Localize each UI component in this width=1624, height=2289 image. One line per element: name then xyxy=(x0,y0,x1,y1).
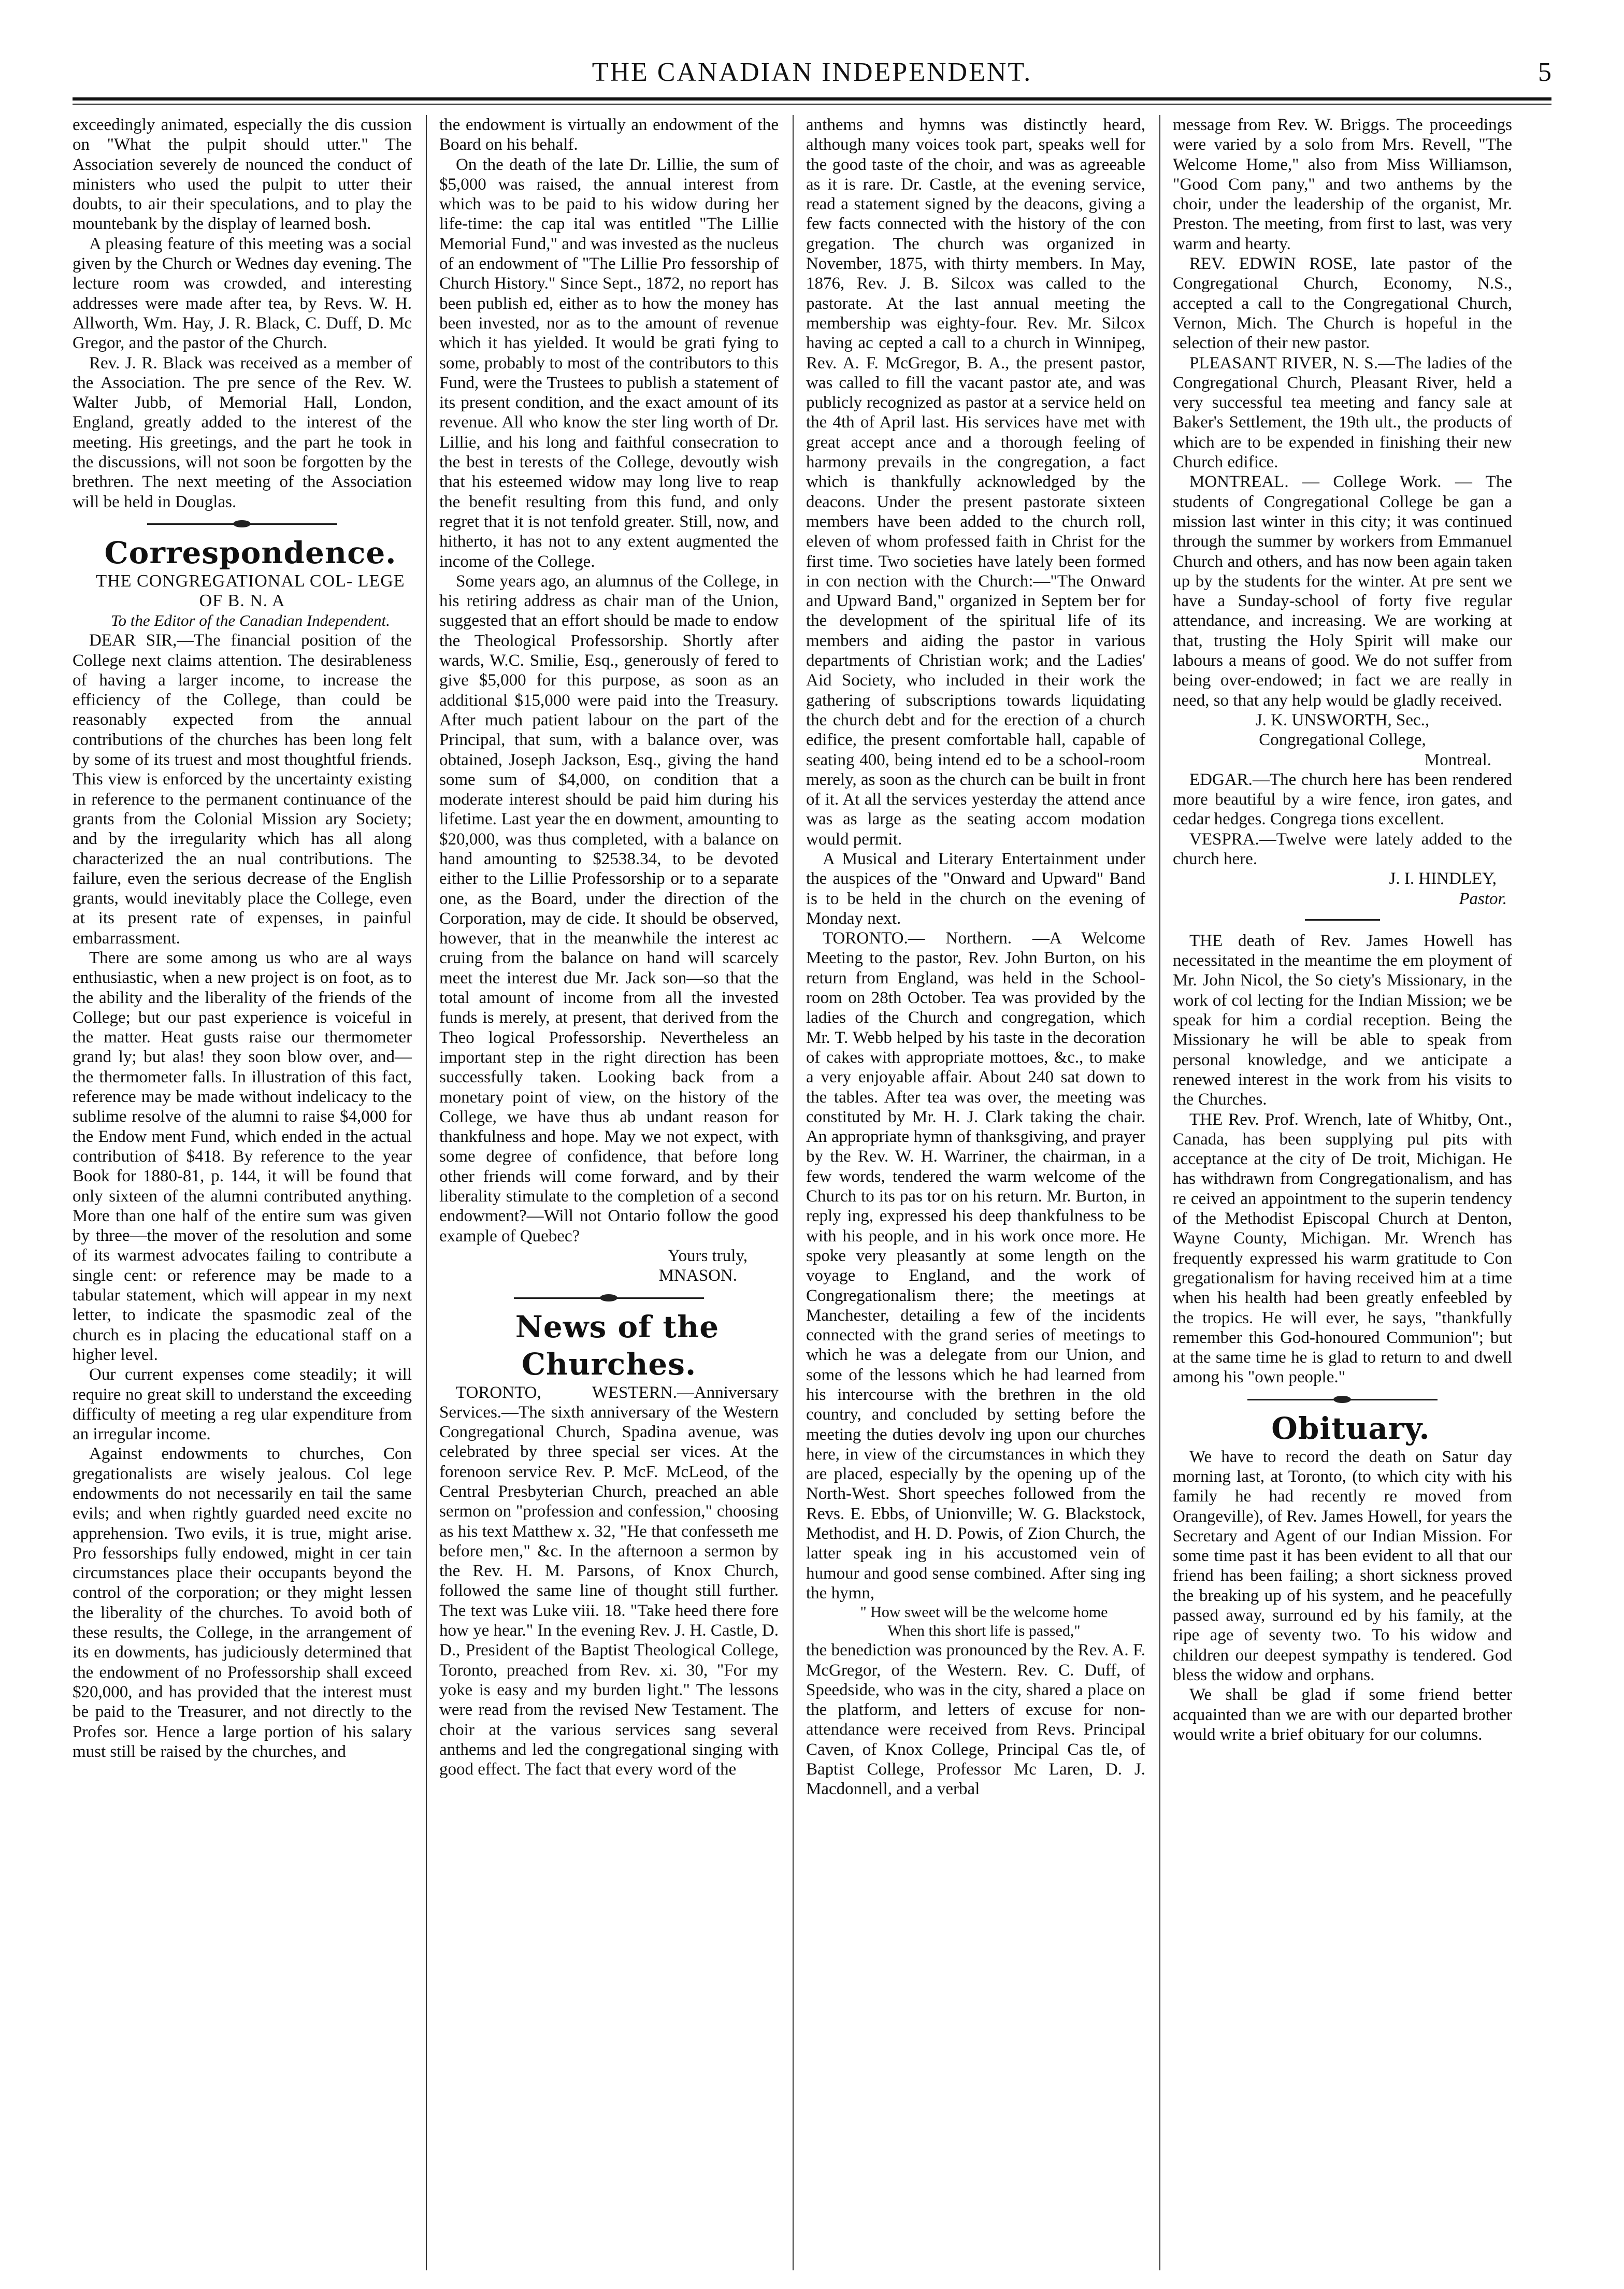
paragraph: Against endowments to churches, Con gregationalists are wisely jealous. Col lege endowments do not necessarily en tail the same evils; and when rightly guarded need excite no apprehension. Two evils, it is true, might arise. Pro fessorships fully endowed, might in cer tain circumstances place their occupants beyond the control of the corporation; or they might lessen the liberality of the churches. To avoid both of these results, the College, in the arrangement of its en dowments, has judiciously determined that the endowment of no Professorship shall exceed $20,000, and has provided that the interest must be paid to the Treasurer, and not directly to the Profes sor. Hence a large portion of his salary must still be raised by the churches, and xyxy=(73,1444,412,1761)
section-heading-correspondence: Correspondence. xyxy=(104,535,397,570)
paragraph: Rev. J. R. Black was received as a member of the Association. The pre sence of the Rev. W. Walter Jubb, of Memorial Hall, London, England, greatly added to the interest of the meeting. His greetings, and the part he took in the discussions, will not soon be forgotten by the brethren. The next meeting of the Association will be held in Douglas. xyxy=(73,353,412,511)
paragraph: There are some among us who are al ways enthusiastic, when a new project is on foot, as to the ability and the liberality of the friends of the College; but our past experience is voiceful in the matter. Heat gusts raise our thermometer grand ly; but alas! they soon blow over, and— the thermometer falls. In illustration of this fact, reference may be made without indelicacy to the sublime resolve of the alumni to raise $4,000 for the Endow ment Fund, which ended in the actual contribution of $418. By reference to the year Book for 1880-81, p. 144, it will be found that only sixteen of the alumni contributed anything. More than one half of the entire sum was given by three—the mover of the resolution and some of its warmest advocates failing to contribute a single cent: or reference may be made to a tabular statement, which will appear in my next letter, to indicate the spasmodic zeal of the church es in placing the educational staff on a higher level. xyxy=(73,948,412,1364)
letter-signature: MNASON. xyxy=(658,1266,737,1285)
signature-line: J. I. HINDLEY, xyxy=(1389,869,1497,889)
section-heading-obituary: Obituary. xyxy=(1271,1410,1430,1446)
column-divider xyxy=(793,115,794,2270)
column-divider xyxy=(1159,115,1160,2270)
paragraph: VESPRA.—Twelve were lately added to the church here. xyxy=(1173,829,1512,868)
section-divider xyxy=(514,1297,704,1299)
section-heading-news: News of the Churches. xyxy=(515,1309,720,1382)
paragraph: message from Rev. W. Briggs. The proceedings were varied by a solo from Mrs. Revell, "The Welcome Home," also from Miss Williamson, "Good Com pany," and two anthems by the choir, under the leadership of the organist, Mr. Preston. The meeting, from first to last, was very warm and hearty. xyxy=(1173,116,1512,253)
header-rule-thick xyxy=(73,97,1551,101)
paragraph: PLEASANT RIVER, N. S.—The ladies of the Congregational Church, Pleasant River, held a very successful tea meeting and fancy sale at Baker's Settlement, the 19th ult., the products of which are to be expended in finishing their new Church edifice. xyxy=(1173,353,1512,472)
paragraph: EDGAR.—The church here has been rendered more beautiful by a wire fence, iron gates, and cedar hedges. Congrega tions excellent. xyxy=(1173,770,1512,829)
column-divider xyxy=(426,115,427,2270)
section-divider xyxy=(1305,919,1379,921)
page-number: 5 xyxy=(1538,58,1551,87)
letter-closing: Yours truly, xyxy=(667,1246,748,1265)
article-address: To the Editor of the Canadian Independent. xyxy=(111,611,390,630)
paragraph: Our current expenses come steadily; it will require no great skill to understand the exceeding difficulty of meeting a reg ular expenditure from an irregular income. xyxy=(73,1365,412,1444)
paragraph: We shall be glad if some friend better acquainted than we are with our departed brother would write a brief obituary for our columns. xyxy=(1173,1685,1512,1744)
paragraph: THE death of Rev. James Howell has necessitated in the meantime the em ployment of Mr. John Nicol, the So ciety's Missionary, in the work of col lecting for the Indian Mission; we be speak for him a cordial reception. Being the Missionary he will be able to speak from personal knowledge, and we anticipate a renewed interest in the work from his visits to the Churches. xyxy=(1173,931,1512,1109)
signature-line: J. K. UNSWORTH, Sec., xyxy=(1255,710,1430,729)
column-4 xyxy=(1173,115,1512,2270)
paragraph: exceedingly animated, especially the dis cussion on "What the pulpit should utter." The Association severely de nounced the conduct of ministers who used the pulpit to utter their doubts, to air their speculations, and to play the mountebank by the display of learned bosh. xyxy=(73,116,412,234)
section-divider xyxy=(1247,1399,1438,1400)
paragraph: the benediction was pronounced by the Rev. A. F. McGregor, of the Western. Rev. C. Duff, of Speedside, who was in the city, shared a place on the platform, and letters of excuse for non-attendance were received from Revs. Principal Caven, of Knox College, Principal Cas tle, of Baptist College, Professor Mc Laren, D. J. Macdonnell, and a verbal xyxy=(806,1641,1145,1799)
article-title: THE CONGREGATIONAL COL- LEGE OF B. N. A xyxy=(96,571,405,610)
column-1 xyxy=(73,115,412,2270)
paragraph: Some years ago, an alumnus of the College, in his retiring address as chair man of the Union, suggested that an effort should be made to endow the Theological Professorship. Shortly after wards, W.C. Smilie, Esq., generously of fered to give $5,000 for this purpose, as soon as an additional $15,000 were paid into the Treasury. After much patient labour on the part of the Principal, that sum, with a balance over, was obtained, Joseph Jackson, Esq., giving the hand some sum of $4,000, on condition that a moderate interest should be paid him during his lifetime. Last year the en dowment, amounting to $20,000, was thus completed, with a balance on hand amounting to $2538.34, to be devoted either to the Lillie Professorship or to a separate one, as the Board, under the direction of the Corporation, may de cide. It should be observed, however, that in the meanwhile the interest ac cruing from the balance on hand will scarcely meet the interest due Mr. Jack son—so that the total amount of income from all the invested funds is merely, at present, that derived from the Theo logical Professorship. Nevertheless an important step in the right direction has been successfully taken. Looking back from a monetary point of view, on the history of the College, we have thus ab undant reason for thankfulness and hope. May we not expect, with some degree of confidence, that before long other friends will come forward, and by their liberality stimulate to the completion of a second endowment?—Will not Ontario follow the good example of Quebec? xyxy=(439,571,779,1246)
header-rule-thin xyxy=(73,104,1551,105)
signature-line: Congregational College, xyxy=(1259,731,1426,750)
column-2 xyxy=(439,115,779,2270)
signature-line: Pastor. xyxy=(1459,889,1507,908)
paragraph: the endowment is virtually an endowment of the Board on his behalf. xyxy=(439,116,779,154)
paragraph: anthems and hymns was distinctly heard, although many voices took part, speaks well for the good taste of the choir, and was as agreeable as it is rare. Dr. Castle, at the evening service, read a statement signed by the deacons, giving a few facts connected with the history of the con gregation. The church was organized in November, 1875, with thirty members. In May, 1876, Rev. J. B. Silcox was called to the pastorate. At the last annual meeting the membership was eighty-four. Rev. Mr. Silcox having ac cepted a call to a church in Winnipeg, Rev. A. F. McGregor, B. A., the present pastor, was called to fill the vacant pastor ate, and was publicly recognized as pastor at a service held on the 4th of April last. His services have met with great accept ance and a thorough feeling of harmony prevails in the congregation, a fact which is thankfully acknowledged by the deacons. Under the present pastorate sixteen members have been added to the church roll, eleven of whom professed faith in Christ for the first time. Two societies have lately been formed in con nection with the Church:—"The Onward and Upward Band," organized in Septem ber for the development of the spiritual life of its members and aiding the pastor in various departments of Christian work; and the Ladies' Aid Society, who included in their work the gathering of subscriptions towards liquidating the church debt and for the erection of a church edifice, the present comfortable hall, capable of seating 400, being intend ed to be a school-room merely, as soon as the church can be built in front of it. At all the services yesterday the attend ance was as large as the seating accom modation would permit. xyxy=(806,116,1145,849)
masthead xyxy=(73,54,1551,95)
section-divider xyxy=(147,523,337,525)
hymn-verse-line: " How sweet will be the welcome home xyxy=(860,1604,1108,1621)
paragraph: THE Rev. Prof. Wrench, late of Whitby, Ont., Canada, has been supplying pul pits with acceptance at the city of De troit, Michigan. He has withdrawn from Congregationalism, and has re ceived an appointment to the superin tendency of the Methodist Episcopal Church at Denton, Wayne County, Michigan. Mr. Wrench has frequently expressed his warm gratitude to Con gregationalism for having received him at a time when his health had been greatly enfeebled by the tropics. He will ever, he says, "thankfully remember this God-honoured Communion"; but at the same time he is glad to return to and dwell among his "own people." xyxy=(1173,1110,1512,1387)
signature-line: Montreal. xyxy=(1424,750,1491,769)
paragraph: TORONTO, WESTERN.—Anniversary Services.—The sixth anniversary of the Western Congregational Church, Spadina avenue, was celebrated by three special ser vices. At the forenoon service Rev. P. McF. McLeod, of the Central Presbyterian Church, preached an able sermon on "profession and confession," choosing as his text Matthew x. 32, "He that confesseth me before men," &c. In the afternoon a sermon by the Rev. H. M. Parsons, of Knox Church, followed the same line of thought still further. The text was Luke viii. 18. "Take heed there fore how ye hear." In the evening Rev. J. H. Castle, D. D., President of the Baptist Theological College, Toronto, preached from Rev. xi. 30, "For my yoke is easy and my burden light." The lessons were read from the revised New Testament. The choir at the various services sang several anthems and led the congregational singing with good effect. The fact that every word of the xyxy=(439,1383,779,1779)
paragraph: TORONTO.— Northern. —A Welcome Meeting to the pastor, Rev. John Burton, on his return from England, was held in the School-room on 28th October. Tea was provided by the ladies of the Church and congregation, which Mr. T. Webb helped by his taste in the decoration of cakes with appropriate mottoes, &c., to make a very enjoyable affair. About 240 sat down to the tables. After tea was over, the meeting was constituted by Mr. H. J. Clark taking the chair. An appropriate hymn of thanksgiving, and prayer by the Rev. W. H. Warriner, the chairman, in a few words, tendered the warm welcome of the Church to its pas tor on his return. Mr. Burton, in reply ing, expressed his deep thankfulness to be with his people, and in his work once more. He spoke very pleasantly at some length on the voyage to England, and the work of Congregationalism there; the meetings at Manchester, detailing a few of the incidents connected with the grand series of meetings to which he was a delegate from our Union, and some of the lessons which he had learned from his intercourse with the brethren in the old country, and concluded by setting before the meeting the duties devolv ing upon our churches here, in view of the circumstances in which they are placed, especially by the opening up of the North-West. Short speeches followed from the Revs. E. Ebbs, of Unionville; W. G. Blackstock, Methodist, and H. D. Powis, of Zion Church, the latter speak ing in his accustomed vein of humour and good sense combined. After sing ing the hymn, xyxy=(806,929,1145,1603)
paragraph: DEAR SIR,—The financial position of the College next claims attention. The desirableness of having a larger income, to increase the efficiency of the College, than could be reasonably expected from the annual contributions of the churches has been long felt by some of its truest and most thoughtful friends. This view is enforced by the uncertainty existing in reference to the permanent continuance of the grants from the Colonial Mission ary Society; and by the irregularity which has all along characterized the an nual contributions. The failure, even the serious decrease of the English grants, would inevitably place the College, even at its present rate of expenses, in painful embarrassment. xyxy=(73,631,412,948)
paragraph: We have to record the death on Satur day morning last, at Toronto, (to which city with his family he had recently re moved from Orangeville), of Rev. James Howell, for years the Secretary and Agent of our Indian Mission. For some time past it has been evident to all that our friend has been failing; a short sickness proved the breaking up of his system, and he peacefully passed away, surround ed by his family, at the ripe age of seventy two. To his widow and children our deepest sympathy is tendered. God bless the widow and orphans. xyxy=(1173,1447,1512,1684)
paragraph: A pleasing feature of this meeting was a social given by the Church or Wednes day evening. The lecture room was crowded, and interesting addresses were made after tea, by Revs. W. H. Allworth, Wm. Hay, J. R. Black, C. Duff, D. Mc Gregor, and the pastor of the Church. xyxy=(73,234,412,353)
paragraph: REV. EDWIN ROSE, late pastor of the Congregational Church, Economy, N.S., accepted a call to the Congregational Church, Vernon, Mich. The Church is hopeful in the selection of their new pastor. xyxy=(1173,254,1512,353)
publication-title: THE CANADIAN INDEPENDENT. xyxy=(592,58,1032,87)
paragraph: MONTREAL. — College Work. — The students of Congregational College be gan a mission last winter in this city; it was continued through the summer by workers from Emmanuel Church and others, and has now been again taken up by the students for the winter. At pre sent we have a Sunday-school of forty five regular attendance, and increasing. We are working at that, trusting the Holy Spirit will make our labours a means of good. We do not suffer from being over-endowed; in fact we are really in need, so that any help would be gladly received. xyxy=(1173,473,1512,710)
column-3 xyxy=(806,115,1145,2270)
hymn-verse-line: When this short life is passed," xyxy=(887,1622,1081,1640)
paragraph: A Musical and Literary Entertainment under the auspices of the "Onward and Upward" Band is to be held in the church on the evening of Monday next. xyxy=(806,849,1145,928)
paragraph: On the death of the late Dr. Lillie, the sum of $5,000 was raised, the annual interest from which was to be paid to his widow during her life-time: the cap ital was entitled "The Lillie Memorial Fund," and was invested as the nucleus of an endowment of "The Lillie Pro fessorship of Church History." Since Sept., 1872, no report has been publish ed, either as to how the money has been invested, nor as to the amount of revenue which it has yielded. It would be grati fying to some, probably to most of the contributors to this Fund, were the Trustees to publish a statement of its present condition, and the exact amount of its revenue. All who know the ster ling worth of Dr. Lillie, and his long and faithful consecration to the best in terests of the College, devoutly wish that his esteemed widow may long live to reap the benefit resulting from this fund, and only regret that it is not tenfold greater. Still, now, and hitherto, it has not to any extent augmented the income of the College. xyxy=(439,155,779,571)
